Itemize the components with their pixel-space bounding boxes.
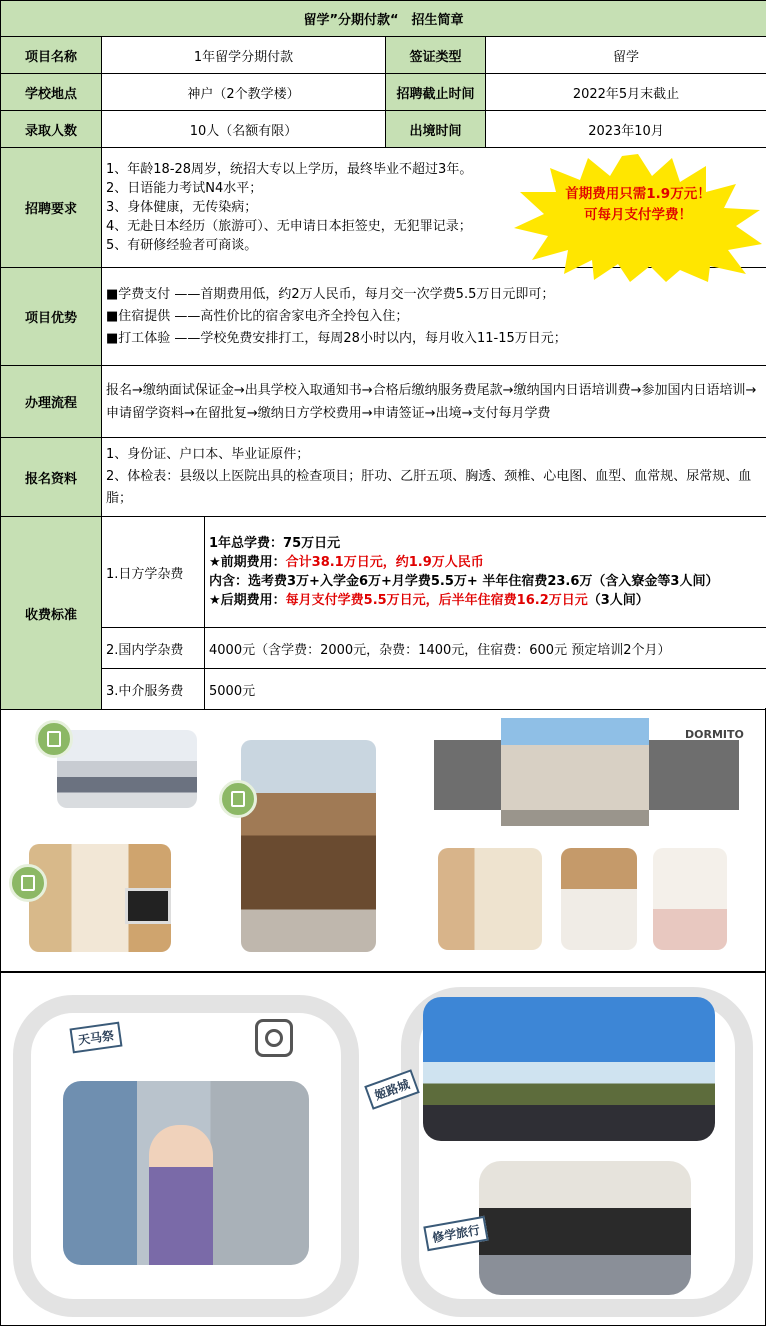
visa-type-value: 留学 — [486, 37, 766, 74]
visa-type-label: 签证类型 — [386, 37, 486, 74]
dorm-bathroom-photo — [653, 848, 727, 950]
school-location-label: 学校地点 — [1, 74, 102, 111]
study-trip-photo — [479, 1161, 691, 1295]
page-title: 留学”分期付款“ 招生简章 — [1, 1, 766, 37]
cn-fees-value: 4000元（含学费：2000元，杂费：1400元，住宿费：600元 预定培训2个月） — [205, 628, 766, 669]
lounge-photo — [241, 740, 376, 952]
document-item: 1、身份证、户口本、毕业证原件； — [106, 447, 310, 462]
requirement-item: 1、年龄18-28周岁，统招大专以上学历，最终毕业不超过3年。 — [106, 162, 473, 177]
camera-icon — [255, 1019, 293, 1057]
requirement-item: 5、有研修经验者可商谈。 — [106, 238, 258, 253]
dorm-kitchen-photo — [561, 848, 637, 950]
promo-text — [540, 184, 736, 226]
jp-later-prefix: ★后期费用： — [209, 593, 286, 608]
advantage-item: ■学费支付 ——首期费用低，约2万人民币，每月交一次学费5.5万日元即可； — [106, 286, 555, 302]
cn-fees-label: 2.国内学杂费 — [102, 628, 205, 669]
jp-includes: 内含：选考费3万+入学金6万+月学费5.5万+ 半年住宿费23.6万（含入寮金等3人间） — [209, 574, 719, 589]
jp-later-suffix: （3人间） — [587, 593, 649, 608]
enrollment-label: 录取人数 — [1, 111, 102, 148]
trip-tag: 修学旅行 — [423, 1216, 488, 1251]
monitor-icon — [125, 888, 171, 924]
jp-fees-detail — [205, 517, 766, 628]
departure-value: 2023年10月 — [486, 111, 766, 148]
search-doc-icon — [9, 864, 47, 902]
process-text: 报名→缴纳面试保证金→出具学校入取通知书→合格后缴纳服务费尾款→缴纳国内日语培训费→参加国内日语培训→申请留学资料→在留批复→缴纳日方学校费用→申请签证→出境→支付每月学费 — [102, 366, 766, 438]
fees-label: 收费标准 — [1, 517, 102, 710]
festival-tag: 天马祭 — [70, 1022, 123, 1054]
advantage-item: ■住宿提供 ——高性价比的宿舍家电齐全拎包入住； — [106, 308, 409, 324]
search-doc-icon — [35, 720, 73, 758]
project-name-label: 项目名称 — [1, 37, 102, 74]
himeji-castle-photo — [423, 997, 715, 1141]
classroom-photo — [57, 730, 197, 808]
computer-room-photo — [29, 844, 171, 952]
jp-first-prefix: ★前期费用： — [209, 555, 286, 570]
promo-line-2: 可每月支付学费！ — [584, 207, 692, 223]
departure-label: 出境时间 — [386, 111, 486, 148]
search-doc-icon — [219, 780, 257, 818]
jp-first-value: 合计38.1万日元，约1.9万人民币 — [285, 555, 484, 570]
school-location-value: 神户（2个教学楼） — [102, 74, 386, 111]
jp-fees-label: 1.日方学杂费 — [102, 517, 205, 628]
process-label: 办理流程 — [1, 366, 102, 438]
project-name-value: 1年留学分期付款 — [102, 37, 386, 74]
requirements-label: 招聘要求 — [1, 148, 102, 268]
advantage-item: ■打工体验 ——学校免费安排打工，每周28小时以内，每月收入11-15万日元； — [106, 330, 567, 346]
documents-label: 报名资料 — [1, 438, 102, 517]
castle-tag: 姬路城 — [364, 1069, 420, 1110]
dorm-room-photo — [438, 848, 542, 950]
requirement-item: 2、日语能力考试N4水平； — [106, 181, 263, 196]
promo-line-1: 首期费用只需1.9万元！ — [565, 186, 711, 202]
activities-gallery — [0, 972, 766, 1326]
festival-photo — [63, 1081, 309, 1265]
facilities-gallery — [0, 708, 766, 972]
agency-fee-value: 5000元 — [205, 669, 766, 710]
document-item: 2、体检表：县级以上医院出具的检查项目；肝功、乙肝五项、胸透、颈椎、心电图、血型、血常规、尿常规、血脂； — [106, 469, 752, 506]
dormitory-heading: DORMITO — [685, 728, 744, 741]
agency-fee-label: 3.中介服务费 — [102, 669, 205, 710]
requirement-item: 4、无赴日本经历（旅游可）、无申请日本拒签史，无犯罪记录； — [106, 219, 472, 234]
jp-total: 1年总学费：75万日元 — [209, 536, 341, 551]
jp-later-value: 每月支付学费5.5万日元，后半年住宿费16.2万日元 — [285, 593, 588, 608]
dormitory-building-photo — [501, 718, 649, 826]
requirement-item: 3、身体健康，无传染病； — [106, 200, 258, 215]
advantages-label: 项目优势 — [1, 268, 102, 366]
documents-list — [102, 438, 766, 517]
deadline-value: 2022年5月末截止 — [486, 74, 766, 111]
enrollment-value: 10人（名额有限） — [102, 111, 386, 148]
deadline-label: 招聘截止时间 — [386, 74, 486, 111]
